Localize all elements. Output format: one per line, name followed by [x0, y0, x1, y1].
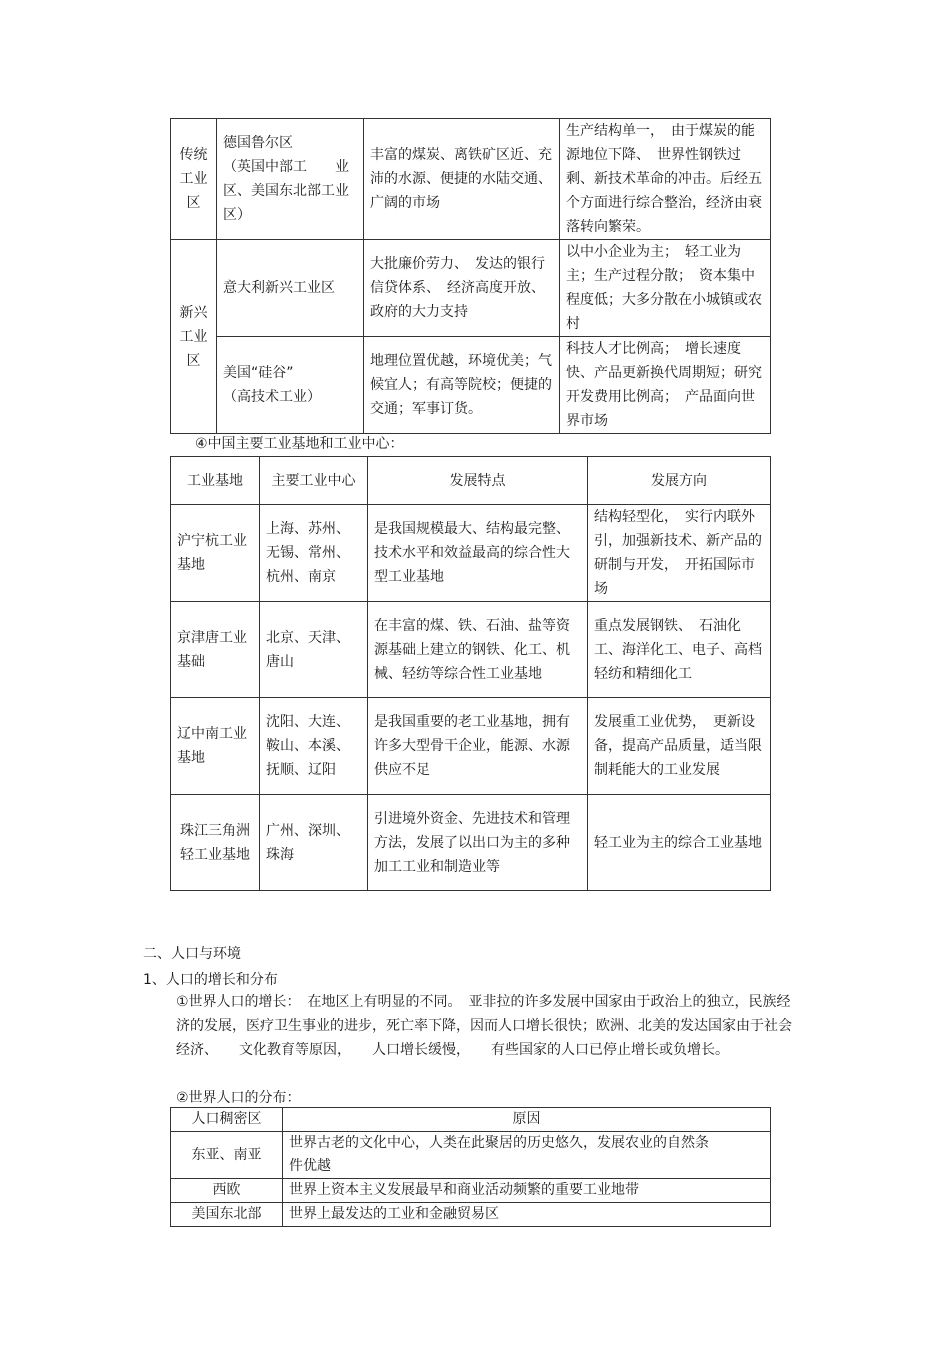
column-header: 主要工业中心 — [260, 457, 368, 505]
table-header-row — [171, 1108, 771, 1132]
table-row — [171, 1132, 771, 1179]
table-row — [171, 240, 771, 337]
area-cell: 美国东北部 — [171, 1203, 283, 1227]
table-row — [171, 1179, 771, 1203]
table-row — [171, 602, 771, 698]
table-row — [171, 1203, 771, 1227]
column-header: 人口稠密区 — [171, 1108, 283, 1132]
group-label-traditional: 传统工业区 — [171, 119, 217, 240]
china-industrial-bases-table — [170, 456, 771, 891]
group-label-emerging: 新兴工业区 — [171, 240, 217, 434]
features-cell: 在丰富的煤、铁、石油、盐等资源基础上建立的钢铁、化工、机械、轻纺等综合性工业基地 — [368, 602, 588, 698]
base-name-cell: 辽中南工业基地 — [171, 698, 260, 795]
population-growth-paragraph: ①世界人口的增长： 在地区上有明显的不同。 亚非拉的许多发展中国家由于政治上的独立，民族经济的发展，医疗卫生事业的进步，死亡率下降，因而人口增长很快；欧洲、北美的发达国家由于社会经济、 文化教育等原因， 人口增长缓慢， 有些国家的人口已停止增长或负增长。 — [176, 994, 792, 1058]
reason-cell: 世界上最发达的工业和金融贸易区 — [283, 1203, 771, 1227]
features-cell: 科技人才比例高； 增长速度快、产品更新换代周期短；研究开发费用比例高； 产品面向世界市场 — [560, 337, 771, 434]
caption-population-distribution: ②世界人口的分布： — [176, 1090, 301, 1106]
column-header: 发展方向 — [588, 457, 771, 505]
centers-cell: 广州、深圳、珠海 — [260, 795, 368, 891]
table-row — [171, 698, 771, 795]
region-cell: 德国鲁尔区 （英国中部工 业区、美国东北部工业区） — [217, 119, 364, 240]
section-heading: 二、人口与环境 — [143, 946, 241, 962]
population-distribution-table — [170, 1107, 771, 1227]
centers-cell: 北京、天津、唐山 — [260, 602, 368, 698]
area-cell: 东亚、南亚 — [171, 1132, 283, 1179]
table-row — [171, 795, 771, 891]
features-cell: 生产结构单一， 由于煤炭的能源地位下降、 世界性钢铁过剩、新技术革命的冲击。后经五个方面进行综合整治，经济由衰落转向繁荣。 — [560, 119, 771, 240]
direction-cell: 重点发展钢铁、 石油化工、海洋化工、电子、高档轻纺和精细化工 — [588, 602, 771, 698]
table-row — [171, 337, 771, 434]
reason-cell: 世界古老的文化中心，人类在此聚居的历史悠久，发展农业的自然条件优越 — [283, 1132, 771, 1179]
features-cell: 是我国重要的老工业基地，拥有许多大型骨干企业，能源、水源供应不足 — [368, 698, 588, 795]
table-row — [171, 505, 771, 602]
conditions-cell: 大批廉价劳力、 发达的银行信贷体系、 经济高度开放、政府的大力支持 — [364, 240, 560, 337]
centers-cell: 上海、苏州、无锡、常州、杭州、南京 — [260, 505, 368, 602]
features-cell: 以中小企业为主； 轻工业为主；生产过程分散； 资本集中程度低；大多分散在小城镇或农村 — [560, 240, 771, 337]
region-cell: 美国“硅谷” （高技术工业） — [217, 337, 364, 434]
column-header: 原因 — [283, 1108, 771, 1132]
column-header: 发展特点 — [368, 457, 588, 505]
features-cell: 是我国规模最大、结构最完整、技术水平和效益最高的综合性大型工业基地 — [368, 505, 588, 602]
column-header: 工业基地 — [171, 457, 260, 505]
reason-cell: 世界上资本主义发展最早和商业活动频繁的重要工业地带 — [283, 1179, 771, 1203]
area-cell: 西欧 — [171, 1179, 283, 1203]
base-name-cell: 珠江三角洲轻工业基地 — [171, 795, 260, 891]
centers-cell: 沈阳、大连、鞍山、本溪、抚顺、辽阳 — [260, 698, 368, 795]
caption-industrial-bases: ④中国主要工业基地和工业中心： — [195, 436, 404, 452]
region-cell: 意大利新兴工业区 — [217, 240, 364, 337]
table-row — [171, 119, 771, 240]
conditions-cell: 丰富的煤炭、离铁矿区近、充沛的水源、便捷的水陆交通、广阔的市场 — [364, 119, 560, 240]
features-cell: 引进境外资金、先进技术和管理方法，发展了以出口为主的多种加工工业和制造业等 — [368, 795, 588, 891]
industrial-regions-table — [170, 118, 771, 434]
direction-cell: 轻工业为主的综合工业基地 — [588, 795, 771, 891]
base-name-cell: 沪宁杭工业基地 — [171, 505, 260, 602]
conditions-cell: 地理位置优越，环境优美；气候宜人；有高等院校；便捷的交通；军事订货。 — [364, 337, 560, 434]
direction-cell: 结构轻型化， 实行内联外引，加强新技术、新产品的研制与开发， 开拓国际市场 — [588, 505, 771, 602]
direction-cell: 发展重工业优势， 更新设备，提高产品质量，适当限制耗能大的工业发展 — [588, 698, 771, 795]
table-header-row — [171, 457, 771, 505]
subsection-heading: 1、人口的增长和分布 — [143, 972, 278, 988]
base-name-cell: 京津唐工业基础 — [171, 602, 260, 698]
